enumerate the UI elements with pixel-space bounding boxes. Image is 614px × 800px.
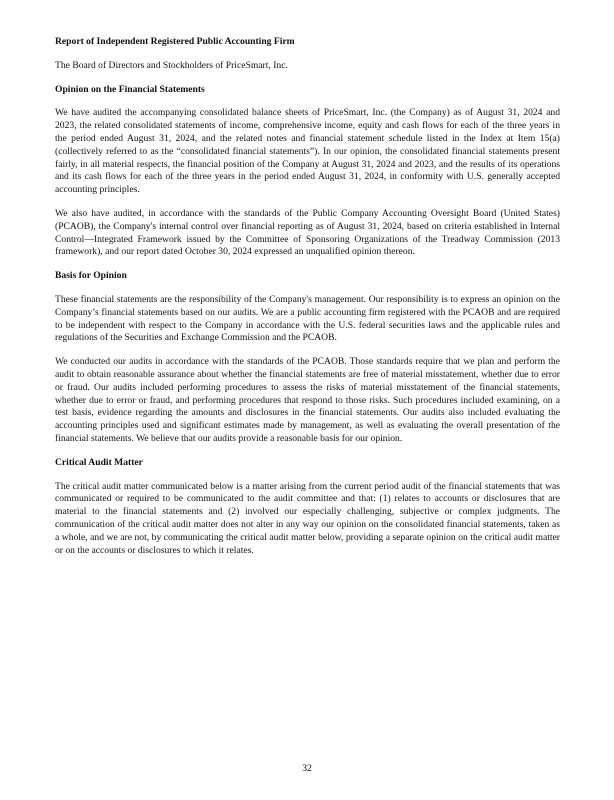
paragraph: The critical audit matter communicated below is a matter arising from the current period audit of the financial statements that was communicated or required to be communicated to the audit committee and that: (1) relates to accounts or disclosures that are material to the financial statements and (2) involved our especially challenging, subjective or complex judgments. The communication of the critical audit matter does not alter in any way our opinion on the consolidated financial statements, taken as a whole, and we are not, by communicating the critical audit matter below, providing a separate opinion on the critical audit matter or on the accounts or disclosures to which it relates. bbox=[55, 480, 560, 556]
paragraph: We conducted our audits in accordance with the standards of the PCAOB. Those standards require that we plan and perform the audit to obtain reasonable assurance about whether the financial statements are free of material misstatement, whether due to error or fraud. Our audits included performing procedures to assess the risks of material misstatement of the financial statements, whether due to error or fraud, and performing procedures that respond to those risks. Such procedures included examining, on a test basis, evidence regarding the amounts and disclosures in the financial statements. Our audits also included evaluating the accounting principles used and significant estimates made by management, as well as evaluating the overall presentation of the financial statements. We believe that our audits provide a reasonable basis for our opinion. bbox=[55, 356, 560, 444]
section-heading: Basis for Opinion bbox=[55, 270, 127, 282]
section-critical-audit-matter bbox=[55, 457, 560, 558]
paragraph: We also have audited, in accordance with the standards of the Public Company Accounting Oversight Board (United States) (PCAOB), the Company's internal control over financial reporting as of August 31, 2024, based on criteria established in Internal Control—Integrated Framework issued by the Committee of Sponsoring Organizations of the Treadway Commission (2013 framework), and our report dated October 30, 2024 expressed an unqualified opinion thereon. bbox=[55, 207, 560, 258]
page-number: 32 bbox=[302, 763, 312, 774]
report-title: Report of Independent Registered Public Accounting Firm bbox=[55, 36, 295, 47]
paragraph: We have audited the accompanying consolidated balance sheets of PriceSmart, Inc. (the Company) as of August 31, 2024 and 2023, the related consolidated statements of income, comprehensive income, equity and cash flows for each of the three years in the period ended August 31, 2024, and the related notes and financial statement schedule listed in the Index at Item 15(a) (collectively referred to as the “consolidated financial statements”). In our opinion, the consolidated financial statements present fairly, in all material respects, the financial position of the Company at August 31, 2024 and 2023, and the results of its operations and its cash flows for each of the three years in the period ended August 31, 2024, in conformity with U.S. generally accepted accounting principles. bbox=[55, 107, 560, 196]
section-basis-for-opinion bbox=[55, 270, 560, 446]
paragraph: These financial statements are the responsibility of the Company's management. Our responsibility is to express an opinion on the Company’s financial statements based on our audits. We are a public accounting firm registered with the PCAOB and are required to be independent with respect to the Company in accordance with the U.S. federal securities laws and the applicable rules and regulations of the Securities and Exchange Commission and the PCAOB. bbox=[55, 293, 560, 344]
addressee: The Board of Directors and Stockholders of PriceSmart, Inc. bbox=[55, 59, 288, 71]
section-opinion bbox=[55, 84, 560, 260]
section-heading: Opinion on the Financial Statements bbox=[55, 83, 205, 95]
report-page bbox=[55, 36, 560, 568]
section-heading: Critical Audit Matter bbox=[55, 456, 143, 468]
